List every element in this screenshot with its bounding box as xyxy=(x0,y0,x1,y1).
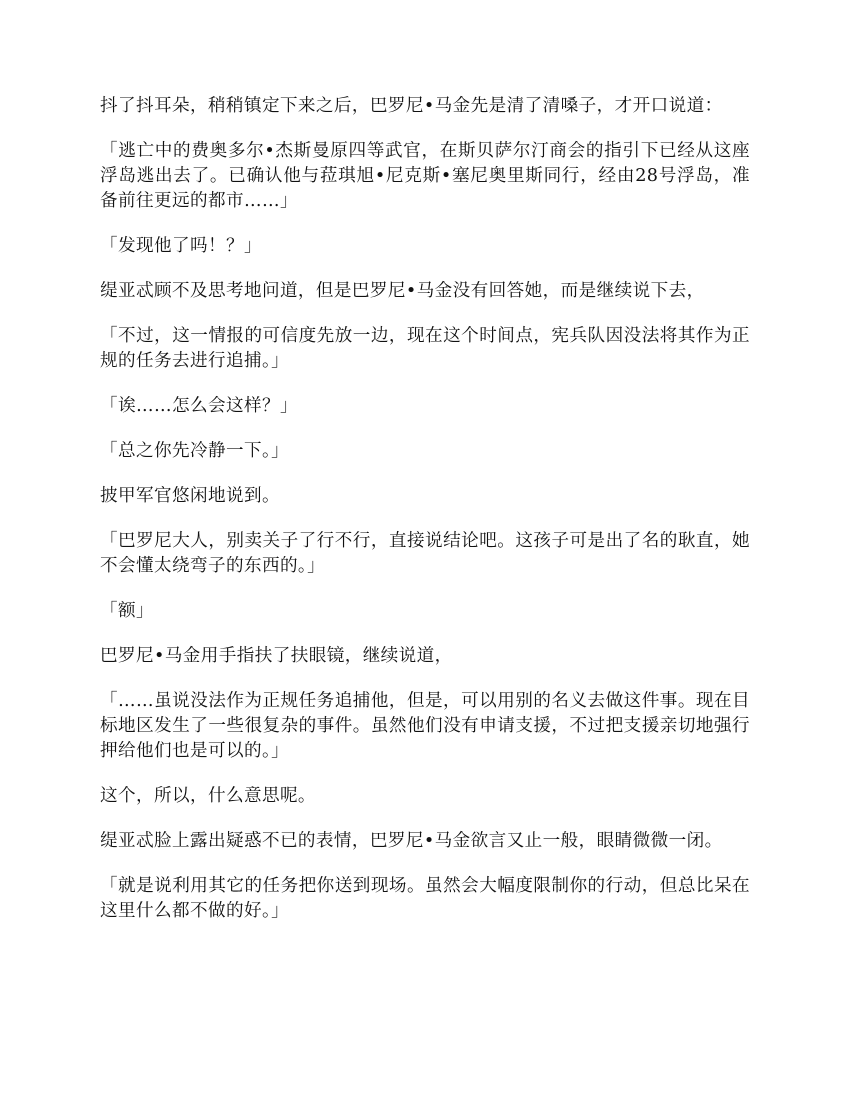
paragraph: 「发现他了吗！？」 xyxy=(100,236,262,256)
paragraph: 「诶……怎么会这样？」 xyxy=(100,396,298,416)
paragraph: 「巴罗尼大人，别卖关子了行不行，直接说结论吧。这孩子可是出了名的耿直，她不会懂太绕弯子的东西的。」 xyxy=(100,531,750,576)
paragraph: 抖了抖耳朵，稍稍镇定下来之后，巴罗尼•马金先是清了清嗓子，才开口说道： xyxy=(100,96,723,116)
paragraph: 这个，所以，什么意思呢。 xyxy=(100,786,316,806)
paragraph: 「……虽说没法作为正规任务追捕他，但是，可以用别的名义去做这件事。现在目标地区发生了一些很复杂的事件。虽然他们没有申请支援，不过把支援亲切地强行押给他们也是可以的。」 xyxy=(100,691,750,761)
paragraph: 巴罗尼•马金用手指扶了扶眼镜，继续说道， xyxy=(100,646,453,666)
paragraph: 「就是说利用其它的任务把你送到现场。虽然会大幅度限制你的行动，但总比呆在这里什么都不做的好。」 xyxy=(100,876,750,921)
paragraph: 披甲军官悠闲地说到。 xyxy=(100,486,280,506)
paragraph: 「逃亡中的费奥多尔•杰斯曼原四等武官，在斯贝萨尔汀商会的指引下已经从这座浮岛逃出去了。已确认他与菈琪旭•尼克斯•塞尼奥里斯同行，经由28号浮岛，准备前往更远的都市……」 xyxy=(100,141,750,211)
paragraph: 缇亚忒顾不及思考地问道，但是巴罗尼•马金没有回答她，而是继续说下去， xyxy=(100,281,705,301)
paragraph: 缇亚忒脸上露出疑惑不已的表情，巴罗尼•马金欲言又止一般，眼睛微微一闭。 xyxy=(100,831,723,851)
paragraph: 「额」 xyxy=(100,601,154,621)
paragraph: 「总之你先冷静一下。」 xyxy=(100,441,290,461)
paragraph: 「不过，这一情报的可信度先放一边，现在这个时间点，宪兵队因没法将其作为正规的任务去进行追捕。」 xyxy=(100,326,750,371)
